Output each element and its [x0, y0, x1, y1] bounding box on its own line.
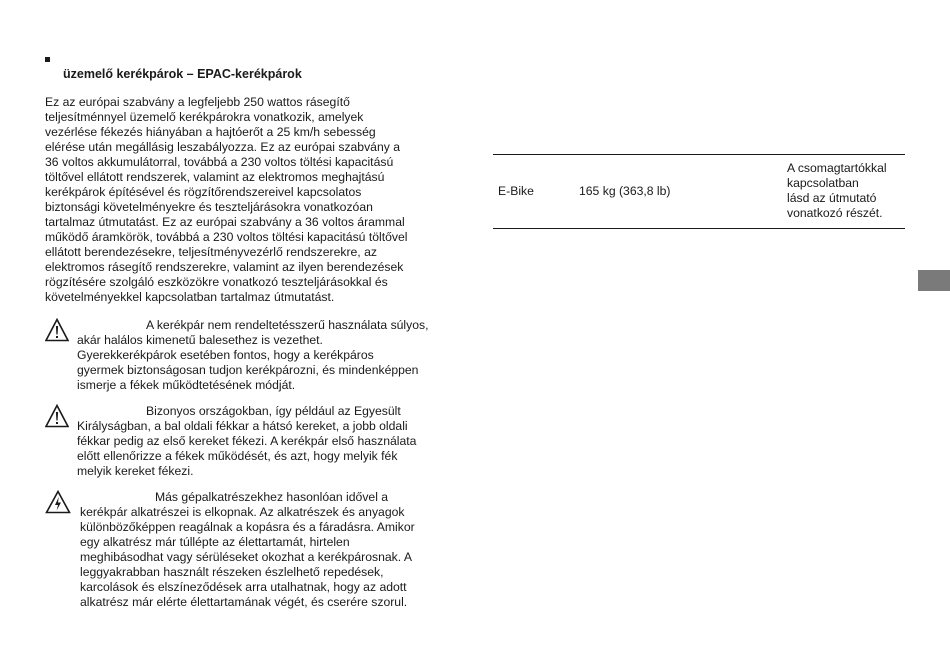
warning-line: alkatrész már elérte élettartamának végét, és cserére szorul. — [80, 595, 408, 609]
chapter-tab-marker — [918, 270, 950, 291]
weight-table — [493, 154, 905, 229]
warning-line: ismerje a fékek működtetésének módját. — [77, 378, 296, 392]
warning-line: leggyakrabban használt részeken észlelhető repedések, — [80, 565, 384, 579]
note-line: vonatkozó részét. — [787, 206, 883, 220]
paragraph-line: tartalmaz útmutatást. Ez az európai szabvány a 36 voltos árammal — [45, 215, 405, 229]
warning-line: melyik kereket fékezi. — [77, 464, 194, 478]
warning-triangle-icon — [45, 318, 69, 342]
warning-line: előtt ellenőrizze a fékek működését, és azt, hogy melyik fék — [77, 449, 398, 463]
paragraph-line: biztonsági követelményekre és teszteljárásokra vonatkozóan — [45, 200, 373, 214]
intro-paragraph — [45, 95, 465, 305]
warning-text — [77, 404, 416, 479]
warning-line: akár halálos kimenetű balesethez is vezethet. — [77, 333, 323, 347]
paragraph-line: elérése után megállásig leszabályozza. Ez az európai szabvány a — [45, 140, 400, 154]
warning-text — [77, 318, 429, 393]
warning-line: Más gépalkatrészekhez hasonlóan idővel a — [155, 490, 389, 504]
warning-line: gyermek biztonságosan tudjon kerékpározni, és mindenképpen — [77, 363, 419, 377]
warning-text — [80, 490, 415, 610]
paragraph-line: követelményekkel kapcsolatban tartalmaz útmutatást. — [45, 290, 335, 304]
warning-line: Bizonyos országokban, így például az Egyesült — [146, 404, 401, 418]
table-cell-type: E-Bike — [498, 184, 534, 198]
paragraph-line: kerékpárok építésével és rögzítőrendszereivel kapcsolatos — [45, 185, 362, 199]
warning-line: meghibásodhat vagy sérüléseket okozhat a kerékpárosnak. A — [80, 550, 412, 564]
note-line: A csomagtartókkal — [787, 161, 887, 175]
table-cell-note — [787, 161, 887, 221]
table-cell-weight: 165 kg (363,8 lb) — [579, 184, 671, 198]
paragraph-line: vezérlése fékezés hiányában a hajtóerőt a 25 km/h sebesség — [45, 125, 376, 139]
warning-line: karcolások és elszíneződések arra utalhatnak, hogy az adott — [80, 580, 407, 594]
section-bullet — [45, 57, 50, 62]
note-line: kapcsolatban — [787, 176, 859, 190]
warning-line: Királyságban, a bal oldali fékkar a hátsó kereket, a jobb oldali — [77, 419, 408, 433]
paragraph-line: 36 voltos akkumulátorral, továbbá a 230 voltos töltési kapacitású — [45, 155, 394, 169]
paragraph-line: rögzítésére szolgáló eszközökre vonatkozó teszteljárásokkal és — [45, 275, 388, 289]
section-heading: üzemelő kerékpárok – EPAC-kerékpárok — [63, 67, 302, 81]
high-voltage-icon — [45, 490, 71, 514]
warning-triangle-icon — [45, 404, 69, 428]
paragraph-line: teljesítménnyel üzemelő kerékpárokra vonatkozik, amelyek — [45, 110, 364, 124]
warning-line: különbözőképpen reagálnak a kopásra és a fáradásra. Amikor — [80, 520, 415, 534]
paragraph-line: elektromos rásegítő rendszerekre, valamint az ilyen berendezések — [45, 260, 404, 274]
warning-line: kerékpár alkatrészei is elkopnak. Az alkatrészek és anyagok — [80, 505, 405, 519]
paragraph-line: töltővel ellátott rendszerek, valamint az elektromos meghajtású — [45, 170, 385, 184]
note-line: lásd az útmutató — [787, 191, 877, 205]
warning-line: A kerékpár nem rendeltetésszerű használata súlyos, — [146, 318, 429, 332]
warning-line: fékkar pedig az első kereket fékezi. A kerékpár első használata — [77, 434, 417, 448]
paragraph-line: működő áramkörök, továbbá a 230 voltos töltési kapacitású töltővel — [45, 230, 408, 244]
paragraph-line: ellátott berendezésekre, teljesítményvezérlő rendszerekre, az — [45, 245, 377, 259]
warning-line: egy alkatrész már túllépte az élettartamát, hirtelen — [80, 535, 350, 549]
warning-line: Gyerekkerékpárok esetében fontos, hogy a kerékpáros — [77, 348, 374, 362]
paragraph-line: Ez az európai szabvány a legfeljebb 250 wattos rásegítő — [45, 95, 350, 109]
